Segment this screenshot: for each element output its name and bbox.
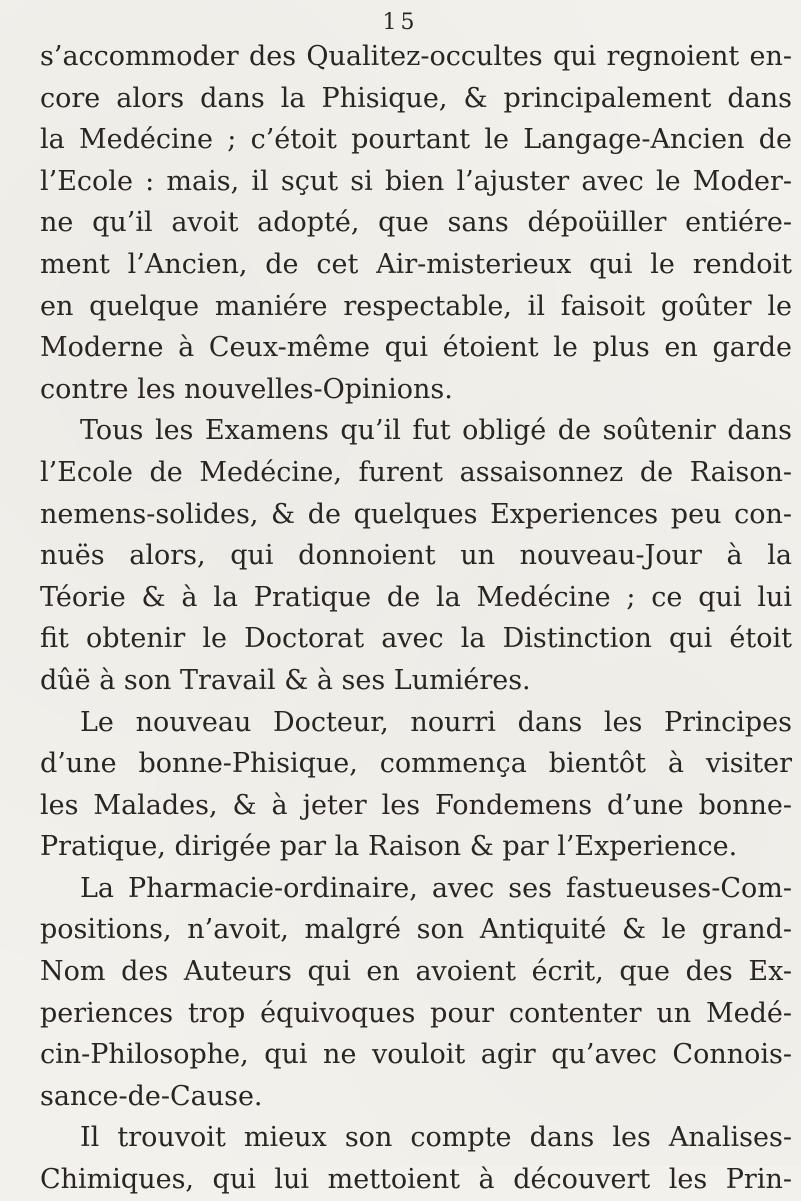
paragraph-start-line: Le nouveau Docteur, nourri dans les Principes — [80, 706, 792, 738]
text-line: Téorie & à la Pratique de la Medécine ; ce qui lui — [40, 581, 792, 613]
paragraph-end-line: Pratique, dirigée par la Raison & par l’Experience. — [40, 831, 738, 863]
text-line: positions, n’avoit, malgré son Antiquité & le grand- — [40, 914, 792, 946]
paragraph-end-line: contre les nouvelles-Opinions. — [40, 373, 453, 405]
text-line: l’Ecole : mais, il sçut si bien l’ajuster avec le Moder- — [40, 165, 792, 197]
text-line: periences trop équivoques pour contenter un Medé- — [40, 997, 792, 1029]
page-number: 15 — [382, 10, 419, 35]
text-line: ne qu’il avoit adopté, que sans dépoüiller entiére- — [40, 207, 792, 239]
paragraph-start-line: Tous les Examens qu’il fut obligé de soûtenir dans — [80, 415, 792, 447]
text-line: Moderne à Ceux-même qui étoient le plus en garde — [40, 332, 792, 364]
paragraph-start-line: Il trouvoit mieux son compte dans les Analises- — [80, 1122, 792, 1154]
text-line: les Malades, & à jeter les Fondemens d’une bonne- — [40, 789, 792, 821]
text-line: en quelque maniére respectable, il faisoit goûter le — [40, 290, 792, 322]
paragraph-end-line: sance-de-Cause. — [40, 1080, 263, 1112]
text-line: nemens-solides, & de quelques Experiences peu con- — [40, 498, 792, 530]
text-line: cin-Philosophe, qui ne vouloit agir qu’avec Connois- — [40, 1039, 792, 1071]
paragraph-end-line: dûë à son Travail & à ses Lumiéres. — [40, 664, 531, 696]
text-line: nuës alors, qui donnoient un nouveau-Jour à la — [40, 540, 792, 572]
text-line: fit obtenir le Doctorat avec la Distinction qui étoit — [40, 623, 792, 655]
text-line: core alors dans la Phisique, & principalement dans — [40, 82, 792, 114]
text-line: l’Ecole de Medécine, furent assaisonnez de Raison- — [40, 456, 792, 488]
paragraph-start-line: La Pharmacie-ordinaire, avec ses fastueuses-Com- — [80, 872, 792, 904]
text-line: la Medécine ; c’étoit pourtant le Langage-Ancien de — [40, 124, 792, 156]
text-line: s’accommoder des Qualitez-occultes qui regnoient en- — [40, 41, 792, 72]
text-line: Chimiques, qui lui mettoient à découvert les Prin- — [40, 1164, 792, 1196]
text-line: ment l’Ancien, de cet Air-misterieux qui le rendoit — [40, 248, 792, 280]
body-text — [40, 36, 792, 1201]
text-line: Nom des Auteurs qui en avoient écrit, que des Ex- — [40, 956, 792, 988]
text-line: d’une bonne-Phisique, commença bientôt à visiter — [40, 748, 792, 780]
